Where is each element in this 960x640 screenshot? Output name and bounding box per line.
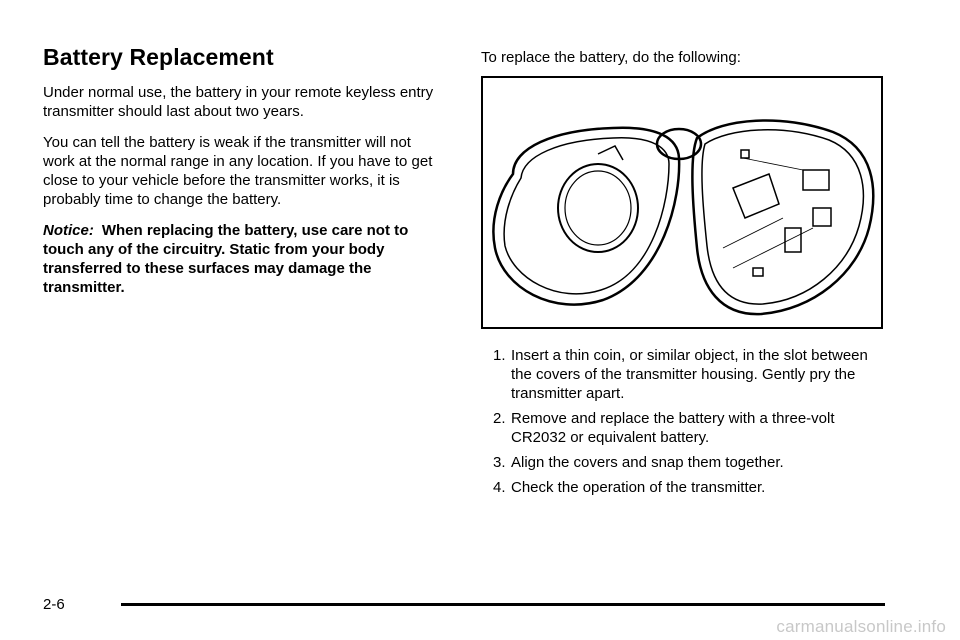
- paragraph-battery-life: Under normal use, the battery in your remote keyless entry transmitter should last about two years.: [43, 84, 434, 120]
- transmitter-illustration: [481, 76, 883, 329]
- step-number: 2.: [493, 410, 506, 427]
- step-number: 4.: [493, 479, 506, 496]
- step-text: Align the covers and snap them together.: [511, 454, 784, 471]
- transmitter-open-icon: [483, 78, 881, 327]
- page-title: Battery Replacement: [43, 44, 274, 70]
- watermark: carmanualsonline.info: [776, 617, 946, 636]
- list-item: [493, 453, 883, 472]
- left-column: [43, 44, 443, 309]
- step-number: 3.: [493, 454, 506, 471]
- list-item: [493, 346, 883, 403]
- notice-text: When replacing the battery, use care not to touch any of the circuitry. Static from your body transferred to these surfaces may damage the transmitter.: [43, 222, 409, 296]
- list-item: [493, 409, 883, 447]
- steps-list: [493, 346, 883, 503]
- footer-divider: [121, 603, 885, 606]
- notice-label: Notice:: [43, 222, 94, 239]
- step-text: Insert a thin coin, or similar object, in the slot between the covers of the transmitter housing. Gently pry the transmitter apart.: [511, 347, 868, 402]
- right-column: [481, 48, 901, 67]
- step-number: 1.: [493, 347, 506, 364]
- step-text: Check the operation of the transmitter.: [511, 479, 766, 496]
- steps-intro: To replace the battery, do the following:: [481, 49, 741, 66]
- notice-paragraph: [43, 221, 443, 297]
- page-number: 2-6: [43, 596, 65, 613]
- list-item: [493, 478, 883, 497]
- paragraph-battery-weak: You can tell the battery is weak if the transmitter will not work at the normal range in any location. If you have to get close to your vehicle before the transmitter works, it is probably time to change the battery.: [43, 134, 433, 208]
- step-text: Remove and replace the battery with a three-volt CR2032 or equivalent battery.: [511, 410, 835, 446]
